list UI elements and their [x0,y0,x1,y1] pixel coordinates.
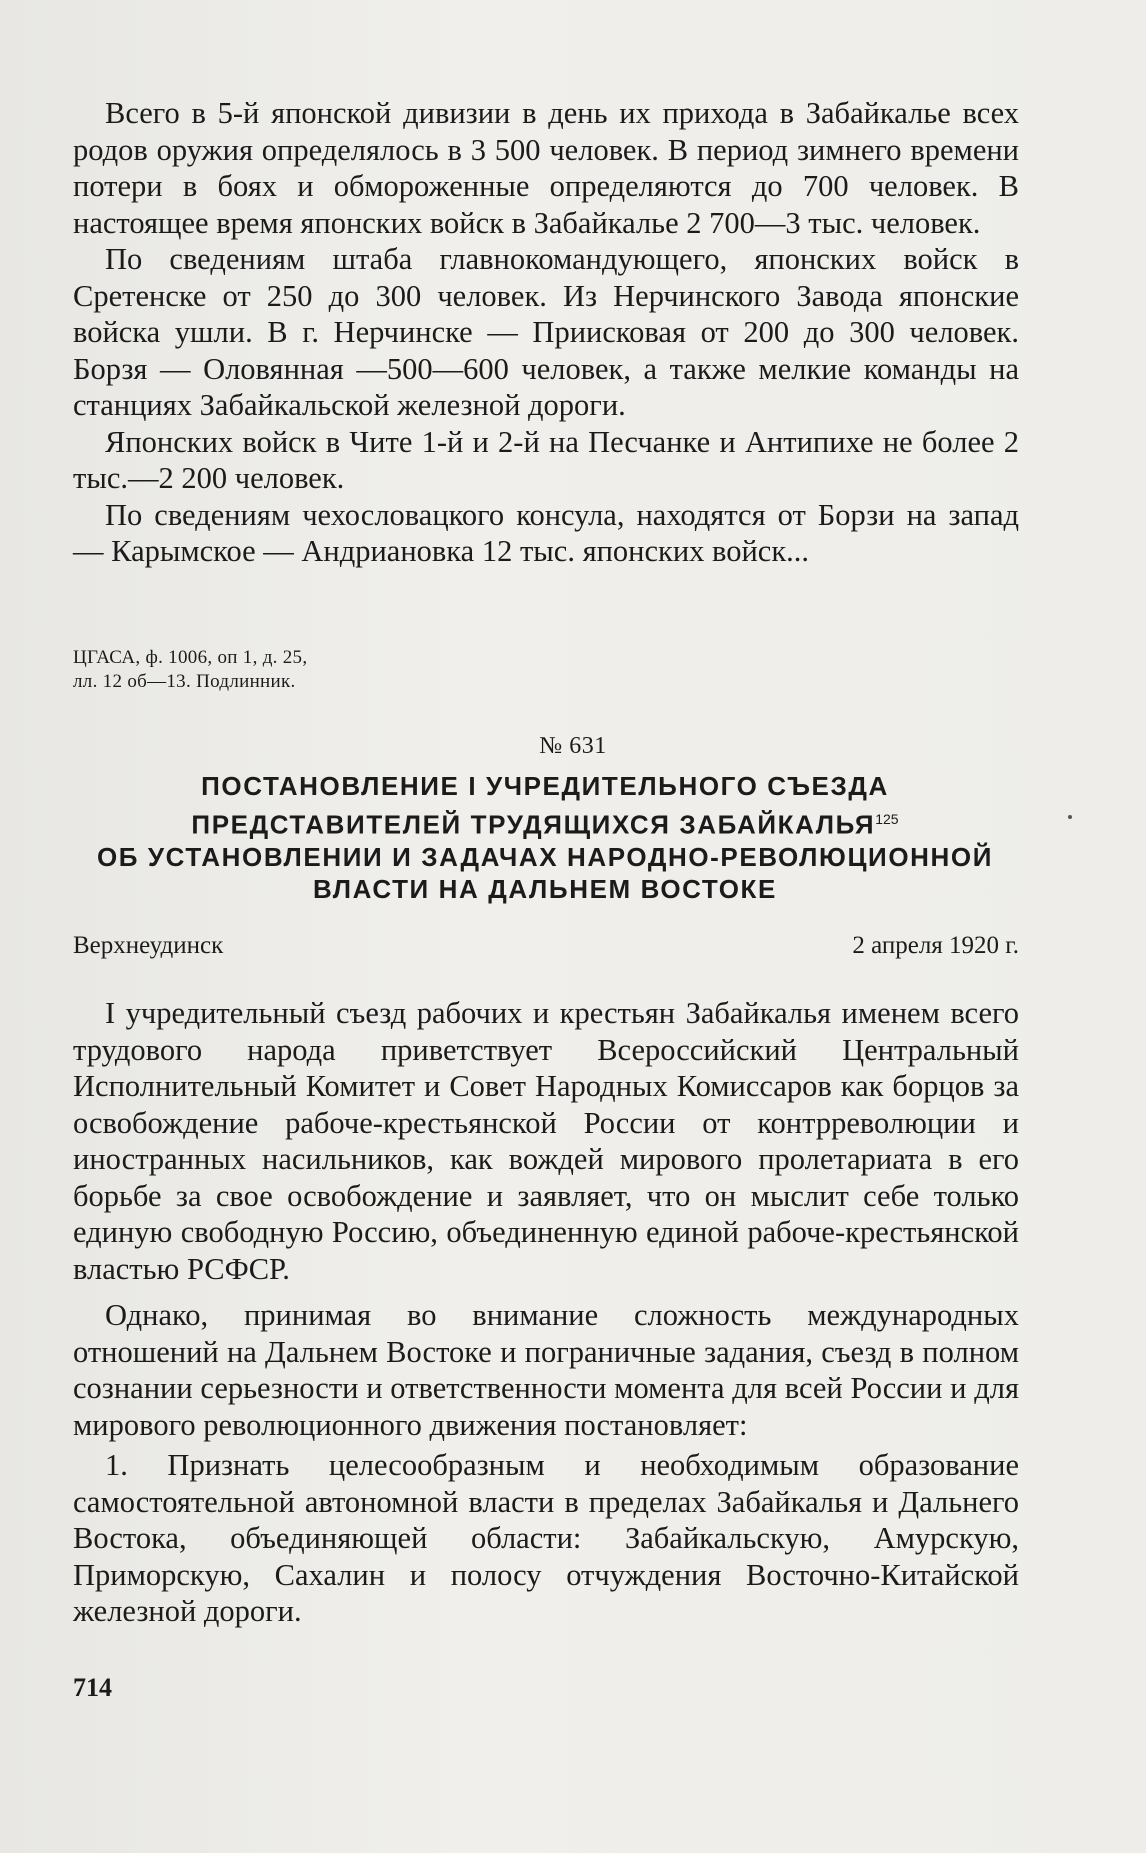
paragraph: По сведениям чехословацкого консула, находятся от Борзи на запад — Карымское — Андриановка 12 тыс. японских войск... [73,497,1019,568]
title-line: ВЛАСТИ НА ДАЛЬНЕМ ВОСТОКЕ [313,874,777,905]
title-line-text: ПРЕДСТАВИТЕЛЕЙ ТРУДЯЩИХСЯ ЗАБАЙКАЛЬЯ [191,809,876,840]
document-place: Верхнеудинск [73,932,224,959]
print-speck [1068,815,1072,819]
document-title [70,770,1020,906]
document-date: 2 апреля 1920 г. [852,932,1019,959]
top-text [73,95,1019,570]
document-number: № 631 [539,733,607,759]
paragraph: I учредительный съезд рабочих и крестьян Забайкалья именем всего трудового народа приветствует Всероссийский Центральный Исполнительный Комитет и Совет Народных Комиссаров как борцов за освобождение рабоче-крестьянской России от контрреволюции и иностранных насильников, как вождей мирового пролетариата в его борьбе за свое освобождение и заявляет, что он мыслит себе только единую свободную Россию, объединенную единой рабоче-крестьянской властью РСФСР. [73,996,1019,1286]
paragraph: По сведениям штаба главнокомандующего, японских войск в Сретенске от 250 до 300 человек. Из Нерчинского Завода японские войска ушли. В г. Нерчинске — Приисковая от 200 до 300 человек. Борзя — Оловянная —500—600 человек, а также мелкие команды на станциях Забайкальской железной дороги. [73,242,1019,422]
document-body [73,995,1019,1630]
paragraph: Японских войск в Чите 1-й и 2-й на Песчанке и Антипихе не более 2 тыс.—2 200 человек. [73,424,1019,495]
paragraph: 1. Признать целесообразным и необходимым образование самостоятельной автономной власти в пределах Забайкалья и Дальнего Востока, объединяющей области: Забайкальскую, Амурскую, Приморскую, Сахалин и полосу отчуждения Восточно-Китайской железной дороги. [73,1448,1019,1628]
paragraph: Однако, принимая во внимание сложность международных отношений на Дальнем Востоке и пограничные задания, съезд в полном сознании серьезности и ответственности момента для всей России и для мирового революционного движения постановляет: [73,1298,1019,1442]
title-line [70,803,1020,841]
page-number: 714 [73,1673,112,1702]
archive-source-note [73,646,473,694]
footnote-reference[interactable]: 125 [875,810,899,827]
title-line: ОБ УСТАНОВЛЕНИИ И ЗАДАЧАХ НАРОДНО-РЕВОЛЮЦИОННОЙ [96,841,994,872]
source-line: лл. 12 об—13. Подлинник. [73,671,296,692]
paragraph: Всего в 5-й японской дивизии в день их прихода в Забайкалье всех родов оружия определялось в 3 500 человек. В период зимнего времени потери в боях и обмороженные определяются до 700 человек. В настоящее время японских войск в Забайкалье 2 700—3 тыс. человек. [73,96,1019,240]
title-line: ПОСТАНОВЛЕНИЕ I УЧРЕДИТЕЛЬНОГО СЪЕЗДА [201,771,889,801]
source-line: ЦГАСА, ф. 1006, оп 1, д. 25, [73,647,308,668]
place-date-line [73,932,1019,960]
